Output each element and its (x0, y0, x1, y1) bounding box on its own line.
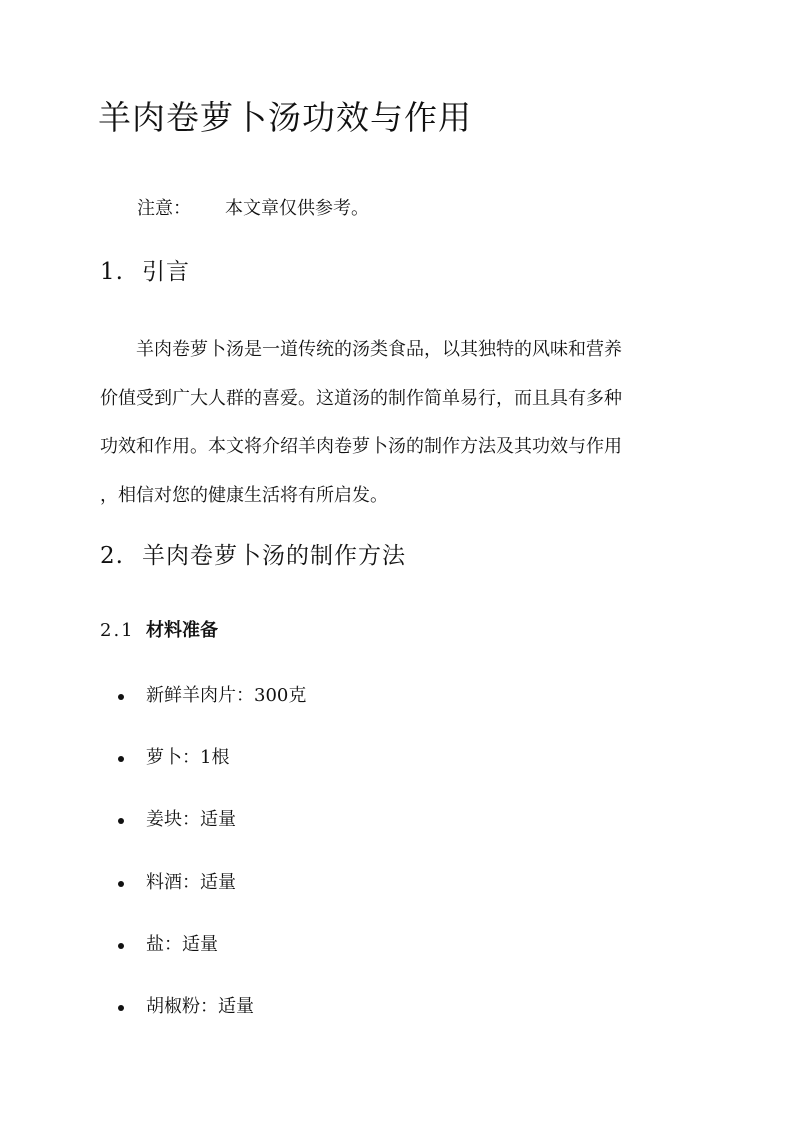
subsection-number: 2.1 (100, 620, 135, 641)
section-number: 1. (100, 259, 124, 285)
paragraph-line: 功效和作用。本文将介绍羊肉卷萝卜汤的制作方法及其功效与作用 (100, 436, 622, 457)
paragraph-line: 价值受到广大人群的喜爱。这道汤的制作简单易行，而且具有多种 (100, 387, 622, 409)
bullet-icon (118, 756, 124, 762)
list-item (118, 678, 306, 740)
bullet-icon (118, 943, 124, 949)
section-title: 引言 (142, 259, 190, 285)
section-heading-preparation (100, 538, 406, 574)
section-number: 2. (100, 543, 124, 569)
list-item-text: 料酒：适量 (146, 871, 236, 893)
section-heading-introduction (100, 254, 190, 290)
list-item-text: 新鲜羊肉片：300克 (146, 685, 307, 706)
list-item-text: 姜块：适量 (146, 809, 236, 831)
bullet-icon (118, 818, 124, 824)
document-title: 羊肉卷萝卜汤功效与作用 (98, 98, 472, 137)
introduction-paragraph (100, 326, 700, 520)
bullet-icon (118, 1005, 124, 1011)
subsection-title: 材料准备 (146, 620, 218, 641)
list-item (118, 740, 306, 802)
ingredient-list (118, 678, 306, 1051)
bullet-icon (118, 881, 124, 887)
list-item (118, 927, 306, 989)
list-item-text: 胡椒粉：适量 (146, 995, 254, 1017)
list-item (118, 989, 306, 1051)
note-label: 注意： (137, 198, 191, 219)
list-item-text: 盐：适量 (146, 933, 218, 955)
subsection-heading-ingredients (100, 616, 218, 646)
list-item (118, 802, 306, 864)
note-text: 本文章仅供参考。 (225, 198, 369, 219)
paragraph-line: ，相信对您的健康生活将有所启发。 (100, 484, 388, 506)
note-line (137, 193, 369, 225)
section-title: 羊肉卷萝卜汤的制作方法 (142, 543, 406, 569)
list-item-text: 萝卜：1根 (146, 747, 230, 769)
paragraph-line: 羊肉卷萝卜汤是一道传统的汤类食品，以其独特的风味和营养 (136, 339, 622, 360)
bullet-icon (118, 694, 124, 700)
list-item (118, 865, 306, 927)
